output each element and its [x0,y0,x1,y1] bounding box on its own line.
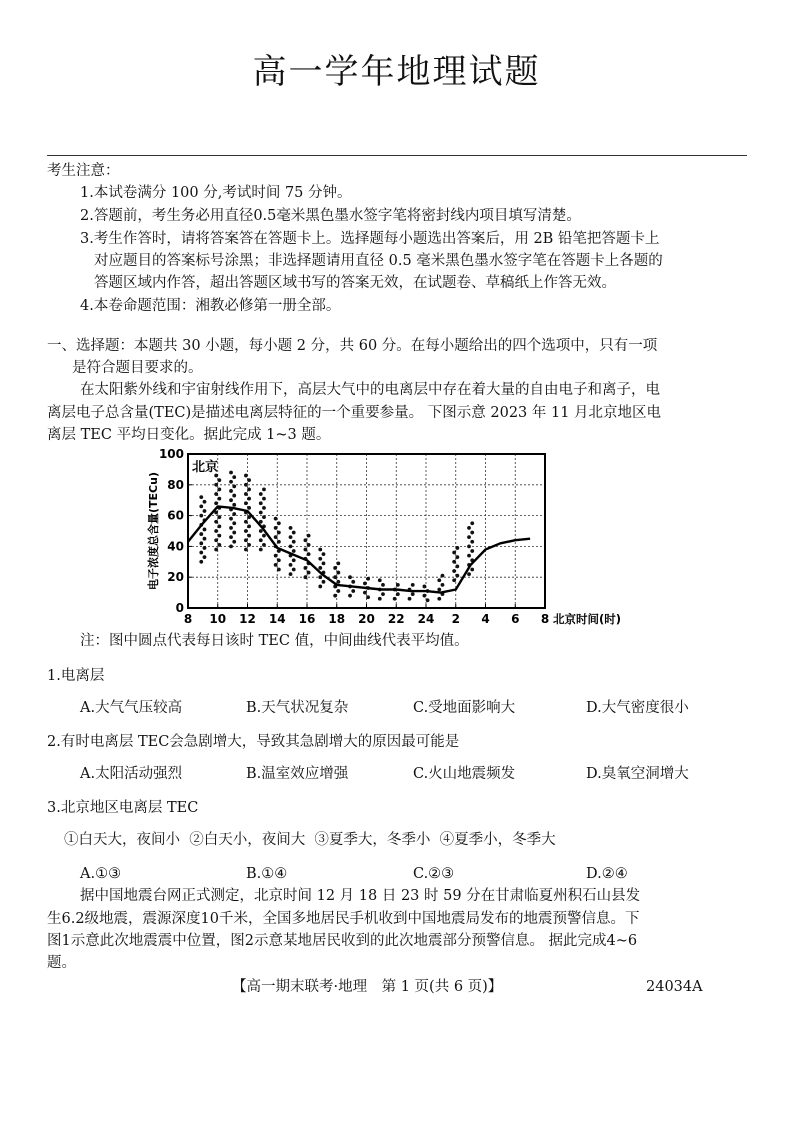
chart-note: 注：图中圆点代表每日该时 TEC 值，中间曲线代表平均值。 [80,633,469,649]
tec-data-point [304,575,308,579]
tec-data-point [381,592,385,596]
tec-data-point [244,529,248,533]
tec-data-point [259,492,263,496]
tec-data-point [277,521,281,525]
tec-data-point [452,578,456,582]
notice-item: 2.答题前，考生务必用直径0.5毫米黑色墨水签字笔将密封线内项目填写清楚。 [80,208,581,224]
tec-data-point [307,552,311,556]
tec-data-point [277,568,281,572]
tec-data-point [259,529,263,533]
x-tick-label: 4 [481,612,490,626]
tec-data-point [322,580,326,584]
option-b: B.温室效应增强 [246,766,349,782]
y-tick-label: 20 [167,570,184,585]
x-tick-label: 12 [239,612,256,626]
notice-item: 对应题目的答案标号涂黑；非选择题请用直径 0.5 毫米黑色墨水签字笔在答题卡上各题的 [94,253,663,269]
tec-data-point [396,583,400,587]
notice-item: 1.本试卷满分 100 分,考试时间 75 分钟。 [80,185,352,201]
tec-data-point [229,535,233,539]
tec-data-point [411,592,415,596]
option-c: C.火山地震频发 [413,766,516,782]
tec-data-point [244,492,248,496]
y-tick-label: 40 [167,539,184,554]
tec-data-point [217,497,221,501]
tec-data-point [441,583,445,587]
tec-data-point [467,526,471,530]
tec-data-point [259,548,263,552]
x-tick-label: 14 [268,612,286,626]
tec-data-point [262,497,266,501]
tec-data-point [274,535,278,539]
tec-data-point [307,534,311,538]
tec-data-point [393,597,397,601]
tec-data-point [199,560,203,564]
tec-data-point [214,501,218,505]
tec-data-point [411,583,415,587]
tec-data-point [203,528,207,532]
tec-data-point [467,572,471,576]
tec-data-point [336,571,340,575]
x-tick-label: 8 [540,612,550,626]
option-b: B.①④ [246,866,288,882]
tec-data-point [378,597,382,601]
tec-data-point [318,585,322,589]
option-a: A.①③ [80,866,122,882]
tec-data-point [408,597,412,601]
x-tick-label: 20 [358,612,375,626]
tec-data-point [259,511,263,515]
tec-data-point [199,495,203,499]
passage-line: 在太阳紫外线和宇宙射线作用下，高层大气中的电离层中存在着大量的自由电子和离子，电 [80,382,660,398]
tec-data-point [232,512,236,516]
tec-data-point [232,475,236,479]
tec-data-point [470,540,474,544]
tec-data-point [229,545,233,549]
tec-data-point [262,543,266,547]
section-heading: 一、选择题：本题共 30 小题，每小题 2 分，共 60 分。在每小题给出的四个选项中，只有一项 [47,338,658,354]
option-a: A.大气气压较高 [80,700,183,716]
y-tick-label: 0 [175,601,184,615]
tec-data-point [214,548,218,552]
option-c: C.②③ [413,866,455,882]
tec-data-point [322,561,326,565]
passage-line: 生6.2级地震，震源深度10千米，全国多地居民手机收到中国地震局发布的地震预警信息。下 [47,911,640,927]
tec-data-point [336,561,340,565]
tec-data-point [318,548,322,552]
tec-data-point [351,589,355,593]
y-tick-label: 100 [158,447,184,461]
tec-data-point [378,578,382,582]
tec-data-point [437,597,441,601]
tec-data-point [214,492,218,496]
tec-data-point [455,574,459,578]
passage-line: 题。 [47,955,76,971]
tec-data-point [247,488,251,492]
tec-data-point [363,591,367,595]
tec-data-point [274,517,278,521]
question-stem: 3.北京地区电离层 TEC [47,800,199,816]
tec-data-point [277,531,281,535]
x-tick-label: 16 [298,612,316,626]
tec-data-point [203,546,207,550]
tec-data-point [423,594,427,598]
y-tick-label: 80 [167,477,184,492]
x-tick-label: 18 [328,612,346,626]
tec-data-point [229,480,233,484]
tec-data-point [274,526,278,530]
x-tick-label: 10 [209,612,227,626]
tec-data-point [470,549,474,553]
tec-data-point [277,558,281,562]
tec-data-point [244,538,248,542]
y-tick-label: 60 [167,508,184,523]
option-d: D.臭氧空洞增大 [586,766,689,782]
tec-data-point [232,494,236,498]
tec-data-point [396,592,400,596]
tec-data-point [247,534,251,538]
option-a: A.太阳活动强烈 [80,766,183,782]
tec-data-point [455,565,459,569]
tec-data-point [381,583,385,587]
tec-data-point [467,535,471,539]
tec-data-point [307,571,311,575]
tec-data-point [333,566,337,570]
option-b: B.天气状况复杂 [246,700,349,716]
tec-data-point [292,558,296,562]
tec-data-point [262,488,266,492]
notice-item: 4.本卷命题范围：湘教必修第一册全部。 [80,298,341,314]
tec-data-point [232,484,236,488]
tec-data-point [214,520,218,524]
tec-data-point [247,524,251,528]
tec-data-point [217,488,221,492]
tec-data-point [470,521,474,525]
tec-data-point [203,537,207,541]
tec-data-point [214,538,218,542]
footer-page-info: 【高一期末联考·地理 第 1 页(共 6 页)】 [232,979,503,995]
tec-data-point [318,557,322,561]
passage-line: 图1示意此次地震震中位置，图2示意某地居民收到的此次地震部分预警信息。 据此完成4~6 [47,933,638,949]
tec-data-point [214,483,218,487]
tec-data-point [274,554,278,558]
tec-data-point [455,555,459,559]
notice-item: 3.考生作答时，请将答案答在答题卡上。选择题每小题选出答案后，用 2B 铅笔把答题卡上 [80,231,660,247]
tec-data-point [229,526,233,530]
tec-data-point [247,506,251,510]
tec-data-point [217,515,221,519]
tec-data-point [232,521,236,525]
tec-data-point [322,552,326,556]
passage-line: 据中国地震台网正式测定，北京时间 12 月 18 日 23 时 59 分在甘肃临夏州积石山县发 [80,888,641,904]
tec-chart [140,446,640,634]
question-stem: 2.有时电离层 TEC会急剧增大，导致其急剧增大的原因最可能是 [47,734,460,750]
passage-line: 离层 TEC 平均日变化。据此完成 1~3 题。 [47,427,331,443]
tec-data-point [452,551,456,555]
page-title: 高一学年地理试题 [252,52,541,92]
tec-data-point [217,543,221,547]
question-statements: ①白天大，夜间小 ②白天小，夜间大 ③夏季大，冬季小 ④夏季小，冬季大 [64,832,556,848]
tec-data-point [467,554,471,558]
tec-data-point [262,515,266,519]
tec-data-point [259,538,263,542]
tec-data-point [247,497,251,501]
tec-data-point [292,531,296,535]
tec-data-point [304,566,308,570]
tec-data-point [217,478,221,482]
option-c: C.受地面影响大 [413,700,516,716]
chart-title: 北京 [192,460,219,475]
tec-data-point [244,520,248,524]
tec-data-point [470,531,474,535]
tec-data-point [292,568,296,572]
tec-data-point [203,500,207,504]
tec-data-point [229,471,233,475]
y-axis-label: 电子浓度总含量(TECu) [147,472,160,590]
option-d: D.②④ [586,866,628,882]
tec-data-point [333,594,337,598]
tec-data-point [262,534,266,538]
tec-data-point [289,563,293,567]
tec-data-point [247,478,251,482]
tec-data-point [348,575,352,579]
tec-data-point [366,577,370,581]
tec-data-point [289,572,293,576]
tec-data-point [452,560,456,564]
tec-data-point [277,540,281,544]
x-tick-label: 2 [451,612,460,626]
footer-code: 24034A [646,979,703,995]
tec-data-point [214,529,218,533]
tec-data-point [199,551,203,555]
tec-data-point [229,489,233,493]
tec-data-point [437,578,441,582]
tec-data-point [292,540,296,544]
tec-data-point [318,575,322,579]
tec-data-point [289,535,293,539]
tec-data-point [351,580,355,584]
tec-data-point [244,548,248,552]
tec-data-point [318,566,322,570]
tec-data-point [199,504,203,508]
tec-data-point [229,517,233,521]
tec-data-point [217,534,221,538]
tec-data-point [244,501,248,505]
notice-heading: 考生注意： [47,163,120,179]
tec-data-point [307,543,311,547]
tec-data-point [366,595,370,599]
tec-data-point [423,585,427,589]
tec-data-point [229,498,233,502]
tec-data-point [304,548,308,552]
tec-data-point [199,514,203,518]
tec-data-point [292,549,296,553]
tec-data-point [363,581,367,585]
tec-data-point [247,543,251,547]
x-tick-label: 22 [387,612,405,626]
tec-data-point [203,555,207,559]
tec-data-point [217,524,221,528]
x-tick-label: 6 [511,612,520,626]
tec-data-point [304,538,308,542]
tec-data-point [199,532,203,536]
tec-data-point [232,531,236,535]
tec-data-point [203,509,207,513]
tec-data-point [244,474,248,478]
tec-data-point [262,506,266,510]
tec-data-point [274,563,278,567]
tec-data-point [289,545,293,549]
tec-data-point [232,540,236,544]
tec-data-point [333,575,337,579]
tec-data-point [336,580,340,584]
tec-data-point [452,569,456,573]
tec-data-point [232,503,236,507]
tec-data-point [244,483,248,487]
question-stem: 1.电离层 [47,668,105,684]
tec-data-point [437,588,441,592]
tec-data-point [336,589,340,593]
tec-data-point [259,501,263,505]
notice-item: 答题区域内作答，超出答题区域书写的答案无效，在试题卷、草稿纸上作答无效。 [94,275,616,291]
tec-data-point [426,598,430,602]
tec-data-point [470,568,474,572]
x-tick-label: 24 [417,612,435,626]
option-d: D.大气密度很小 [586,700,689,716]
title-divider [47,155,747,156]
tec-data-point [455,546,459,550]
passage-line: 离层电子总含量(TEC)是描述电离层特征的一个重要参量。 下图示意 2023 年 11 月北京地区电 [47,405,662,421]
x-axis-label: 北京时间(时) [553,612,622,626]
section-heading-cont: 是符合题目要求的。 [72,360,203,376]
tec-data-point [289,526,293,530]
tec-data-point [467,545,471,549]
tec-data-point [348,594,352,598]
tec-data-point [199,541,203,545]
tec-data-point [441,574,445,578]
mean-curve [188,506,530,592]
x-tick-label: 8 [183,612,193,626]
